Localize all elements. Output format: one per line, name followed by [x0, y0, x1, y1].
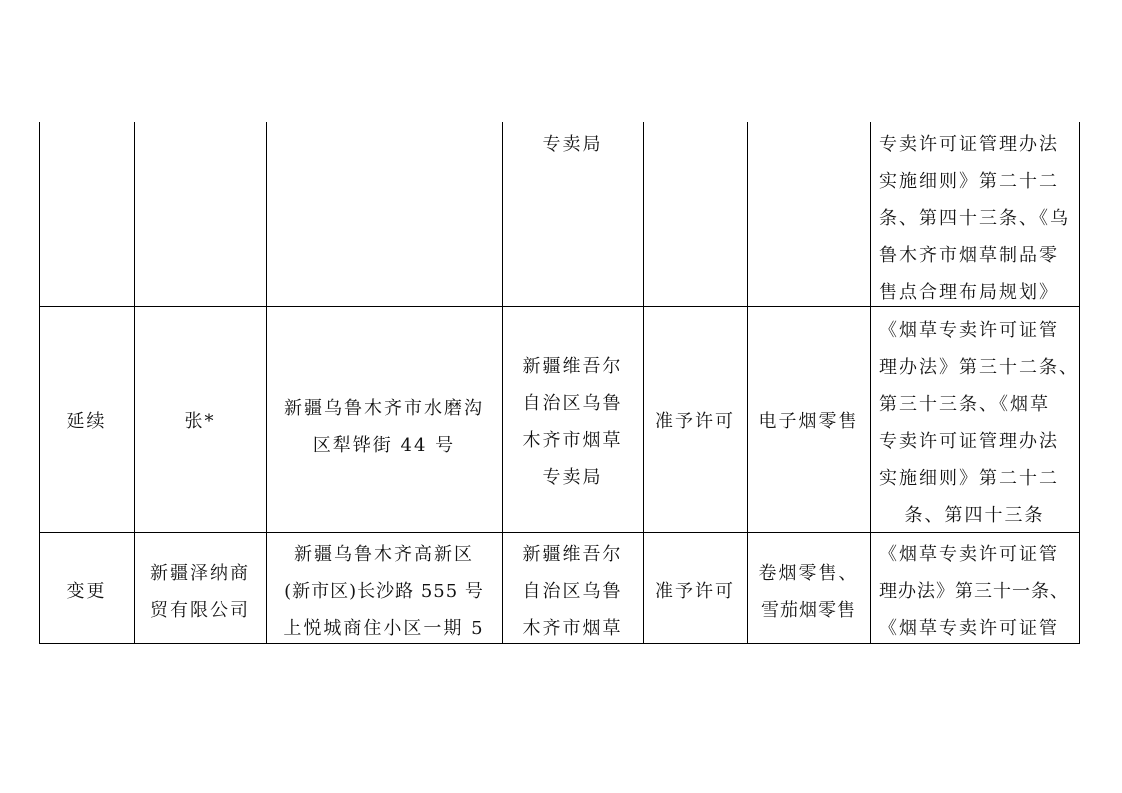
table-cell-address — [266, 390, 502, 464]
table-cell-type — [39, 403, 134, 440]
cell-line: 新疆乌鲁木齐高新区 — [294, 544, 474, 565]
cell-line: 区犁铧街 44 号 — [312, 435, 456, 456]
cell-line: 新疆泽纳商 — [150, 563, 250, 584]
cell-line: 第三十三条、《烟草 — [879, 394, 1050, 415]
table-cell-authority — [502, 348, 643, 496]
cell-line: 《烟草专卖许可证管 — [879, 320, 1059, 341]
table-border-right — [1079, 122, 1080, 644]
cell-line: 条、第四十三条 — [904, 505, 1045, 526]
table-cell-name — [134, 555, 266, 629]
cell-line: 木齐市烟草 — [522, 430, 623, 451]
cell-line: 准予许可 — [655, 411, 735, 432]
cell-line: 专卖许可证管理办法 — [879, 431, 1059, 452]
cell-line: 变更 — [66, 581, 107, 602]
cell-line: (新市区)长沙路 555 号 — [284, 581, 484, 602]
table-cell-decision — [643, 403, 747, 440]
cell-line: 《烟草专卖许可证管 — [879, 618, 1059, 639]
table-cell-authority — [502, 126, 643, 163]
cell-line: 新疆乌鲁木齐市水磨沟 — [284, 398, 484, 419]
cell-line: 贸有限公司 — [150, 600, 250, 621]
cell-line: 理办法》第三十二条、 — [879, 357, 1079, 378]
cell-line: 延续 — [66, 411, 107, 432]
cell-line: 实施细则》第二十二 — [879, 468, 1059, 489]
cell-line: 实施细则》第二十二 — [879, 171, 1059, 192]
cell-line: 电子烟零售 — [758, 411, 859, 432]
table-border-left — [39, 122, 40, 644]
cell-line: 专卖局 — [542, 467, 603, 488]
cell-line: 准予许可 — [655, 581, 735, 602]
cell-line: 《烟草专卖许可证管 — [879, 544, 1059, 565]
cell-line: 理办法》第三十一条、 — [879, 581, 1069, 602]
cell-line: 新疆维吾尔 — [522, 544, 623, 565]
cell-line: 鲁木齐市烟草制品零 — [879, 245, 1059, 266]
cell-line: 卷烟零售、 — [758, 563, 859, 584]
table-cell-basis — [870, 312, 1079, 534]
table-cell-type — [39, 573, 134, 610]
cell-line: 自治区乌鲁 — [522, 393, 623, 414]
table-cell-authority — [502, 536, 643, 647]
cell-line: 木齐市烟草 — [522, 618, 623, 639]
cell-line: 售点合理布局规划》 — [879, 282, 1059, 303]
license-table — [39, 122, 1080, 644]
cell-line: 张* — [184, 411, 216, 432]
table-cell-basis — [870, 536, 1079, 647]
table-cell-decision — [643, 573, 747, 610]
cell-line: 专卖许可证管理办法 — [879, 134, 1059, 155]
cell-line: 雪茄烟零售 — [761, 600, 856, 621]
table-cell-scope — [747, 403, 870, 440]
cell-line: 自治区乌鲁 — [522, 581, 623, 602]
column-divider — [643, 122, 644, 644]
cell-line: 专卖局 — [542, 134, 603, 155]
table-cell-basis — [870, 126, 1079, 311]
cell-line: 条、第四十三条、《乌 — [879, 208, 1070, 229]
table-cell-scope — [747, 555, 870, 629]
table-cell-address — [266, 536, 502, 647]
cell-line: 新疆维吾尔 — [522, 356, 623, 377]
cell-line: 上悦城商住小区一期 5 — [283, 618, 485, 639]
table-cell-name — [134, 403, 266, 440]
